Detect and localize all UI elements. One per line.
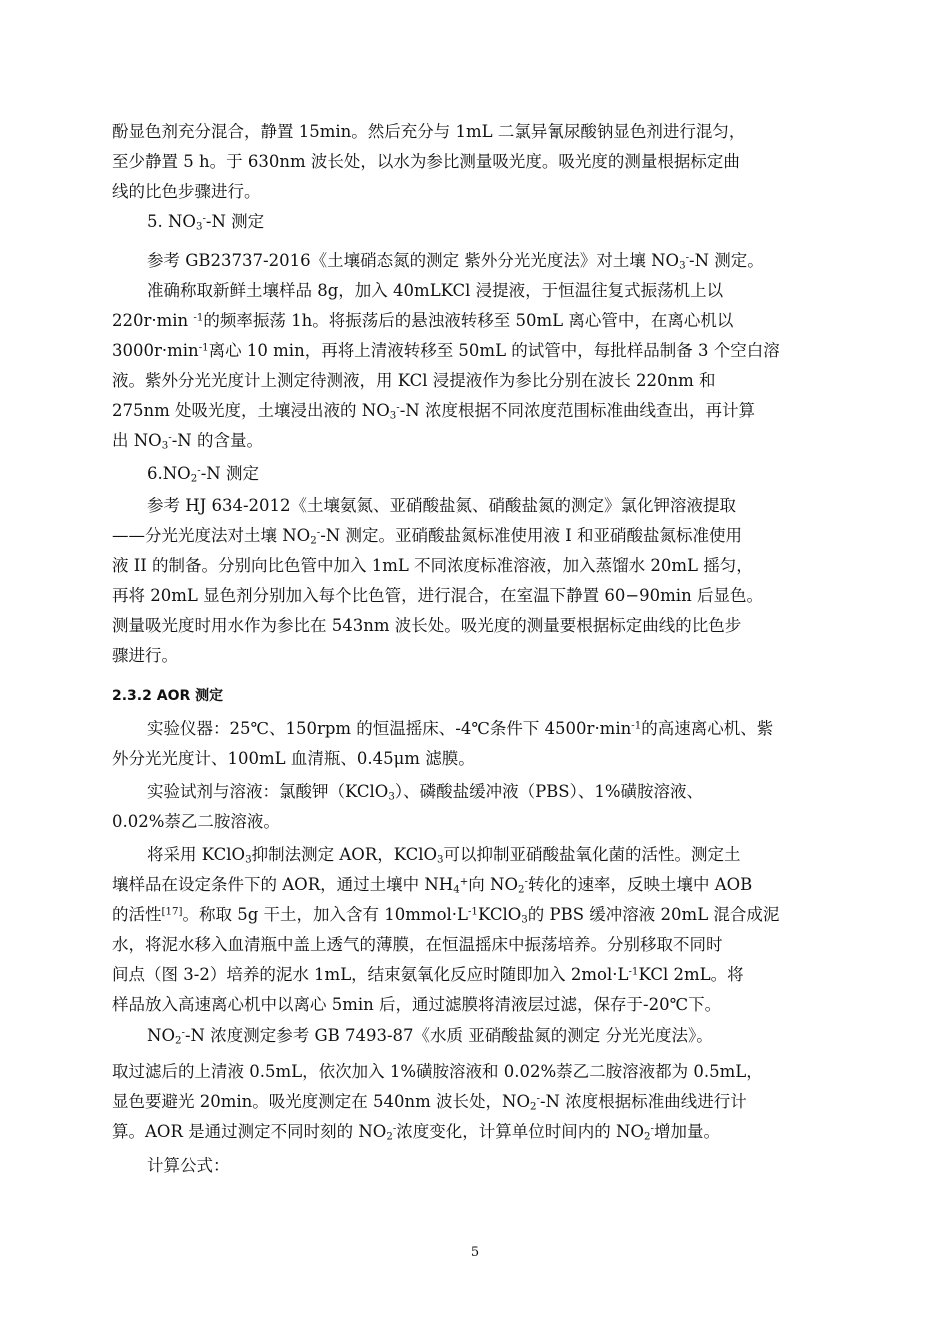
paragraph-line: 壤样品在设定条件下的 AOR，通过土壤中 $NH_4^+$向 $NO_2^-$转化的速率，反映土壤中 AOB [112, 875, 753, 896]
paragraph-line: $NO_2^--N$ 浓度测定参考 GB 7493-87《水质 亚硝酸盐氮的测定 分光光度法》。 [147, 1026, 713, 1047]
paragraph-line: 0.02%萘乙二胺溶液。 [112, 812, 280, 831]
paragraph-line: 酚显色剂充分混合，静置 15min。然后充分与 1mL 二氯异氰尿酸钠显色剂进行混匀， [112, 122, 746, 141]
paragraph-line: 220r·min $^{-1}$的频率振荡 1h。将振荡后的悬浊液转移至 50mL 离心管中，在离心机以 [112, 311, 734, 330]
paragraph-line: 275nm 处吸光度，土壤浸出液的 $NO_3^--N$ 浓度根据不同浓度范围标准曲线查出，再计算 [112, 401, 755, 422]
paragraph-line: 取过滤后的上清液 0.5mL，依次加入 1%磺胺溶液和 0.02%萘乙二胺溶液都为 0.5mL， [112, 1062, 763, 1081]
page-number: 5 [470, 1245, 480, 1260]
paragraph-line: 实验试剂与溶液：氯酸钾（KClO$_3$）、磷酸盐缓冲液（PBS）、1%磺胺溶液、 [147, 782, 704, 803]
paragraph-line: 外分光光度计、100mL 血清瓶、0.45μm 滤膜。 [112, 749, 475, 768]
section-6-title: $6.NO_2^--N$ 测定 [147, 464, 259, 485]
section-heading: 2.3.2 AOR 测定 [112, 688, 224, 704]
citation-ref: [17] [161, 906, 183, 918]
paragraph-line: 实验仪器：25℃、150rpm 的恒温摇床、-4℃条件下 $4500r\cdot\min^{-1}$的高速离心机、紫 [147, 719, 774, 738]
paragraph-line: 间点（图 3-2）培养的泥水 1mL，结束氨氧化反应时随即加入 $2mol\cdot L^{-1}KCl$ 2mL。将 [112, 965, 744, 984]
paragraph-line: 再将 20mL 显色剂分别加入每个比色管，进行混合，在室温下静置 60−90min 后显色。 [112, 586, 763, 605]
paragraph-line: 参考 GB23737-2016《土壤硝态氮的测定 紫外分光光度法》对土壤 $NO_3^--N$ 测定。 [147, 251, 764, 272]
paragraph-line: 液 II 的制备。分别向比色管中加入 1mL 不同浓度标准溶液，加入蒸馏水 20mL 摇匀， [112, 556, 753, 575]
paragraph-line: 测量吸光度时用水作为参比在 543nm 波长处。吸光度的测量要根据标定曲线的比色步 [112, 616, 742, 635]
paragraph-line: 计算公式： [147, 1156, 230, 1175]
paragraph-line: 的活性[17]。称取 5g 干土，加入含有 $10mmol\cdot L^{-1}KClO_3$的 PBS 缓冲溶液 20mL 混合成泥 [112, 905, 780, 926]
paragraph-line: 出 $NO_3^--N$ 的含量。 [112, 431, 263, 452]
paragraph-line: 线的比色步骤进行。 [112, 182, 261, 201]
paragraph-line: 算。AOR 是通过测定不同时刻的 $NO_2^-$浓度变化，计算单位时间内的 $NO_2^-$增加量。 [112, 1122, 720, 1143]
paragraph-line: ——分光光度法对土壤 $NO_2^--N$ 测定。亚硝酸盐氮标准使用液 I 和亚硝酸盐氮标准使用 [112, 526, 742, 547]
paragraph-line: 将采用 KClO$_3$抑制法测定 AOR，KClO$_3$可以抑制亚硝酸盐氧化菌的活性。测定土 [147, 845, 741, 866]
paragraph-line: 水，将泥水移入血清瓶中盖上透气的薄膜，在恒温摇床中振荡培养。分别移取不同时 [112, 935, 723, 954]
paragraph-line: 至少静置 5 h。于 630nm 波长处，以水为参比测量吸光度。吸光度的测量根据标定曲 [112, 152, 740, 171]
section-5-title: 5. $NO_3^--N$ 测定 [147, 212, 265, 233]
paragraph-line: 液。紫外分光光度计上测定待测液，用 KCl 浸提液作为参比分别在波长 220nm 和 [112, 371, 716, 390]
paragraph-line: 参考 HJ 634-2012《土壤氨氮、亚硝酸盐氮、硝酸盐氮的测定》氯化钾溶液提取 [147, 496, 737, 515]
paragraph-line: 显色要避光 20min。吸光度测定在 540nm 波长处，$NO_2^--N$ 浓度根据标准曲线进行计 [112, 1092, 747, 1113]
paragraph-line: 样品放入高速离心机中以离心 5min 后，通过滤膜将清液层过滤，保存于-20℃下。 [112, 995, 722, 1014]
paragraph-line: 准确称取新鲜土壤样品 8g，加入 40mLKCl 浸提液，于恒温往复式振荡机上以 [147, 281, 724, 300]
paragraph-line: 骤进行。 [112, 646, 178, 665]
paragraph-line: $3000r\cdot\min^{-1}$离心 10 min，再将上清液转移至 50mL 的试管中，每批样品制备 3 个空白溶 [112, 341, 780, 360]
